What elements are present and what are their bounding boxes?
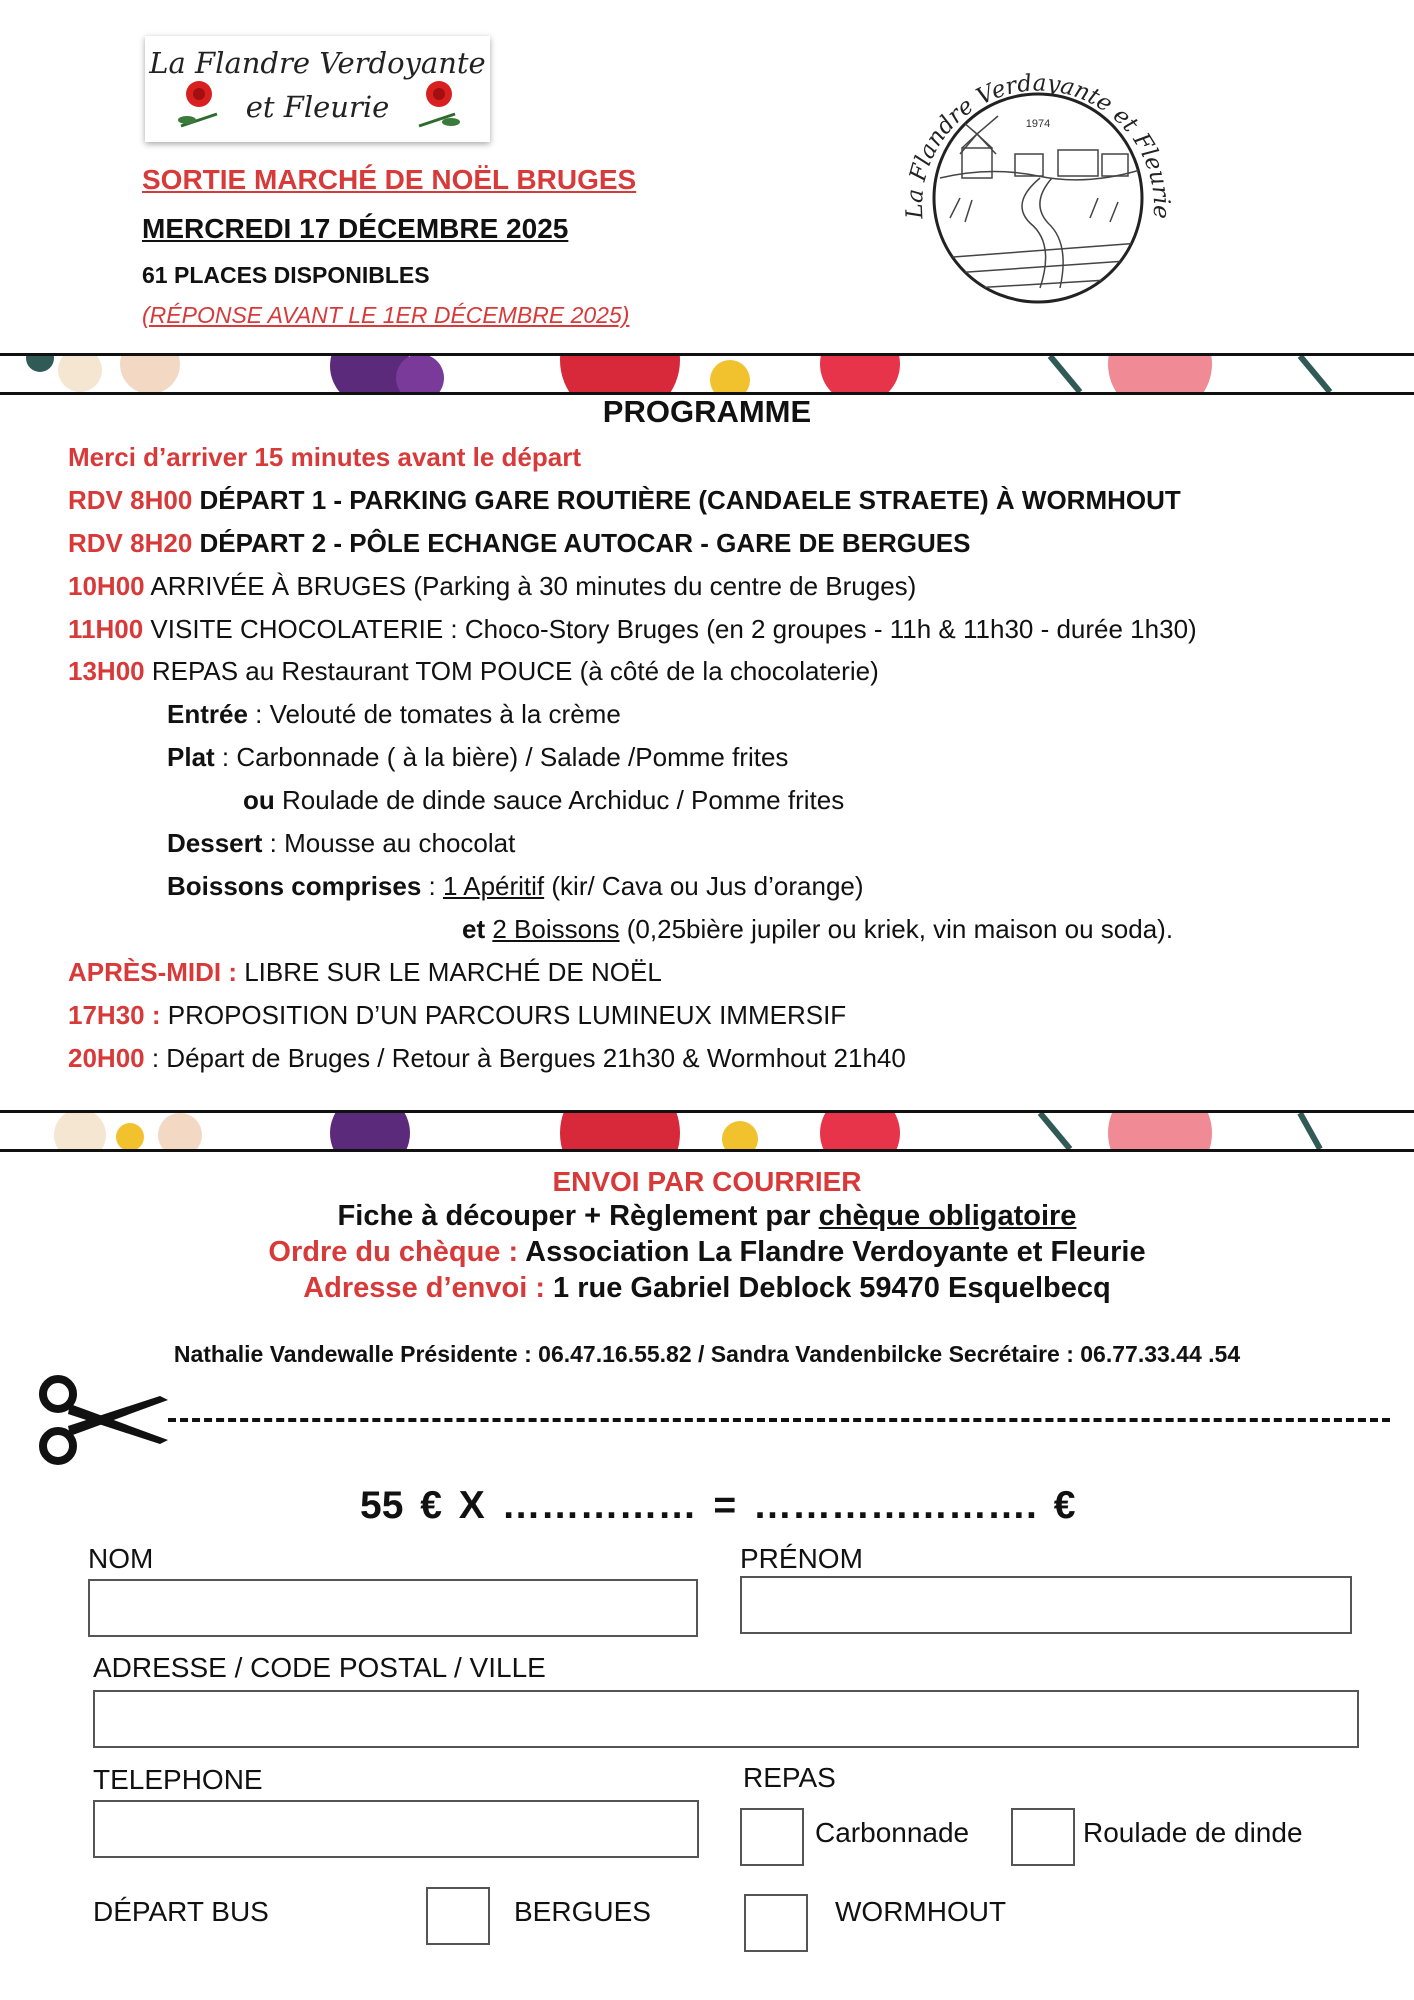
depart-bus-label: DÉPART BUS <box>93 1896 269 1927</box>
response-deadline: (RÉPONSE AVANT LE 1ER DÉCEMBRE 2025) <box>142 302 630 328</box>
depart-text: : Départ de Bruges / Retour à Bergues 21h30 & Wormhout 21h40 <box>144 1043 906 1073</box>
telephone-label: TELEPHONE <box>93 1764 263 1795</box>
prenom-label: PRÉNOM <box>740 1543 863 1574</box>
seal-year: 1974 <box>1025 118 1051 130</box>
nom-label: NOM <box>88 1543 154 1574</box>
carbonnade-checkbox[interactable] <box>740 1808 804 1866</box>
arrivee-text: ARRIVÉE À BRUGES (Parking à 30 minutes du centre de Bruges) <box>144 571 917 601</box>
dessert-label: Dessert <box>167 828 263 858</box>
telephone-field[interactable] <box>93 1800 699 1858</box>
entree-text: : Velouté de tomates à la crème <box>247 699 621 729</box>
envoi-title: ENVOI PAR COURRIER <box>552 1166 862 1197</box>
ou-text: Roulade de dinde sauce Archiduc / Pomme frites <box>274 785 845 815</box>
plat-label: Plat <box>167 742 215 772</box>
nom-field[interactable] <box>88 1579 698 1637</box>
wormhout-label: WORMHOUT <box>835 1896 1007 1927</box>
programme-item-rdv1 <box>68 485 1181 516</box>
aperitif-text: 1 Apéritif <box>442 871 545 901</box>
arrivee-time: 10H00 <box>68 571 145 601</box>
menu-dessert <box>167 828 515 859</box>
menu-plat <box>167 742 788 773</box>
mailing-address <box>0 1272 1414 1305</box>
event-title: SORTIE MARCHÉ DE NOËL BRUGES <box>142 164 637 195</box>
menu-entree <box>167 699 621 730</box>
boissons-sep: : <box>421 871 443 901</box>
programme-title: PROGRAMME <box>602 394 812 429</box>
price-calculation: 55 € X …………… = …………………. € <box>360 1484 1076 1527</box>
menu-boissons <box>167 871 864 902</box>
wormhout-checkbox[interactable] <box>744 1894 808 1952</box>
arrival-note: Merci d’arriver 15 minutes avant le départ <box>68 442 581 472</box>
dessert-text: : Mousse au chocolat <box>262 828 516 858</box>
apres-midi-text: LIBRE SUR LE MARCHÉ DE NOËL <box>237 957 662 987</box>
boissons-label: Boissons comprises <box>167 871 422 901</box>
parcours-time: 17H30 : <box>68 1000 161 1030</box>
bergues-label: BERGUES <box>514 1896 651 1927</box>
scissors-icon <box>32 1370 172 1470</box>
ordre-value: Association La Flandre Verdoyante et Fleurie <box>525 1236 1146 1268</box>
programme-item-arrivee <box>68 571 916 602</box>
roulade-label: Roulade de dinde <box>1083 1817 1303 1848</box>
envoi-instructions <box>0 1200 1414 1233</box>
carbonnade-label: Carbonnade <box>815 1817 970 1848</box>
depart-time: 20H00 <box>68 1043 145 1073</box>
cheque-order <box>0 1236 1414 1269</box>
adresse-field[interactable] <box>93 1690 1359 1748</box>
event-date: MERCREDI 17 DÉCEMBRE 2025 <box>142 213 569 244</box>
menu-boissons-2 <box>462 914 1173 945</box>
apres-midi-label: APRÈS-MIDI : <box>68 957 237 987</box>
programme-item-visite <box>68 614 1197 645</box>
cut-line <box>168 1418 1390 1422</box>
boissons2-text: 2 Boissons <box>492 914 620 944</box>
repas-label: REPAS <box>743 1762 836 1793</box>
logo-line-2: et Fleurie <box>245 90 390 124</box>
rdv1-text: DÉPART 1 - PARKING GARE ROUTIÈRE (CANDAELE STRAETE) À WORMHOUT <box>192 485 1181 515</box>
flower-pattern-icon <box>0 356 1414 392</box>
programme-item-repas <box>68 656 879 687</box>
programme-item-apres-midi <box>68 957 662 988</box>
floral-banner-bottom <box>0 1110 1414 1152</box>
adresse-value: 1 rue Gabriel Deblock 59470 Esquelbecq <box>553 1272 1111 1304</box>
association-seal <box>890 38 1186 334</box>
envoi-line1-b: chèque obligatoire <box>818 1200 1077 1232</box>
roulade-checkbox[interactable] <box>1011 1808 1075 1866</box>
visite-text: VISITE CHOCOLATERIE : Choco-Story Bruges (en 2 groupes - 11h & 11h30 - durée 1h30) <box>143 614 1197 644</box>
plat-text: : Carbonnade ( à la bière) / Salade /Pomme frites <box>214 742 789 772</box>
visite-time: 11H00 <box>68 614 144 644</box>
rose-icon <box>173 74 225 134</box>
menu-plat-alternative <box>243 785 844 816</box>
ordre-label: Ordre du chèque : <box>268 1236 526 1268</box>
prenom-field[interactable] <box>740 1576 1352 1634</box>
adresse-form-label: ADRESSE / CODE POSTAL / VILLE <box>93 1652 546 1683</box>
contacts: Nathalie Vandewalle Présidente : 06.47.16.55.82 / Sandra Vandenbilcke Secrétaire : 06.77.33.44 .54 <box>173 1341 1241 1367</box>
floral-banner-top <box>0 353 1414 395</box>
boissons2-detail: (0,25bière jupiler ou kriek, vin maison ou soda). <box>619 914 1174 944</box>
programme-item-rdv2 <box>68 528 970 559</box>
available-places: 61 PLACES DISPONIBLES <box>142 262 430 288</box>
rdv2-time: RDV 8H20 <box>68 528 193 558</box>
adresse-label: Adresse d’envoi : <box>303 1272 554 1304</box>
logo-line-1: La Flandre Verdoyante <box>149 46 486 80</box>
seal-arc-text: La Flandre Verdayante et Fleurie <box>901 70 1175 220</box>
repas-time: 13H00 <box>68 656 145 686</box>
programme-item-parcours <box>68 1000 846 1031</box>
programme-item-depart <box>68 1043 906 1074</box>
bergues-checkbox[interactable] <box>426 1887 490 1945</box>
parcours-text: PROPOSITION D’UN PARCOURS LUMINEUX IMMERSIF <box>160 1000 847 1030</box>
ou-label: ou <box>243 785 275 815</box>
association-logo <box>145 36 490 142</box>
envoi-line1-a: Fiche à découper + Règlement par <box>337 1200 819 1232</box>
flower-pattern-icon <box>0 1113 1414 1149</box>
rdv1-time: RDV 8H00 <box>68 485 193 515</box>
et-label: et <box>462 914 486 944</box>
rose-icon <box>411 74 463 134</box>
aperitif-detail: (kir/ Cava ou Jus d’orange) <box>544 871 864 901</box>
entree-label: Entrée <box>167 699 248 729</box>
repas-text: REPAS au Restaurant TOM POUCE (à côté de la chocolaterie) <box>144 656 879 686</box>
rdv2-text: DÉPART 2 - PÔLE ECHANGE AUTOCAR - GARE DE BERGUES <box>192 528 971 558</box>
